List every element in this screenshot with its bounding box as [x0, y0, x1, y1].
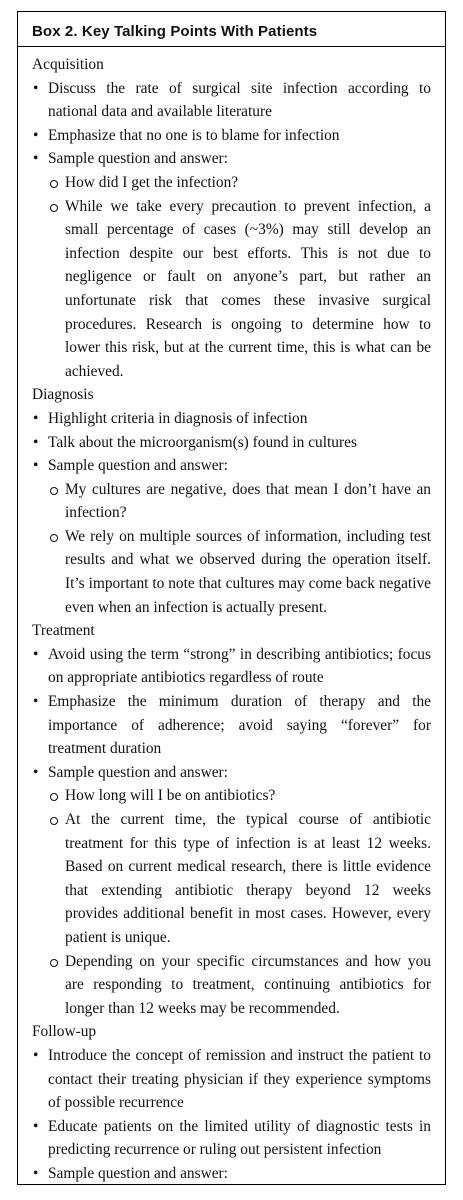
list-item-text: Sample question and answer: [48, 457, 228, 475]
list-item-text: Sample question and answer: [48, 763, 228, 781]
bullet-list [32, 643, 431, 1021]
list-item-text: Discuss the rate of surgical site infection according to national data and available literature [48, 79, 431, 121]
list-item [32, 690, 431, 761]
list-item [32, 124, 431, 148]
section-heading: Acquisition [32, 56, 104, 73]
list-item-text: Avoid using the term “strong” in describing antibiotics; focus on appropriate antibiotics regardless of route [48, 645, 431, 687]
sub-list-item: My cultures are negative, does that mean I don’t have an infection? [48, 478, 431, 525]
list-item-text: Emphasize that no one is to blame for infection [48, 126, 340, 144]
sub-list-item: How did I get the infection? [48, 171, 431, 195]
list-item-text: Highlight criteria in diagnosis of infection [48, 409, 308, 427]
section-heading: Diagnosis [32, 386, 94, 404]
box-content [18, 47, 445, 1185]
list-item [32, 77, 431, 124]
list-item-text: Introduce the concept of remission and instruct the patient to contact their treating physician if they experience symptoms of possible recurrence [48, 1046, 431, 1112]
bullet-list [32, 407, 431, 619]
list-item [32, 1162, 431, 1185]
sub-list-item: At the current time, the typical course of antibiotic treatment for this type of infection is at least 12 weeks. Based on current medical research, there is little evidence that extending antibiotic therapy beyond 12 weeks provides additional benefit in most cases. However, every patient is unique. [48, 808, 431, 950]
bullet-list [32, 1044, 431, 1185]
sub-list [48, 784, 431, 1020]
box-title: Box 2. Key Talking Points With Patients [18, 12, 445, 47]
list-item [32, 1115, 431, 1162]
sub-list-item: Depending on your specific circumstances and how you are responding to treatment, continuing antibiotics for longer than 12 weeks may be recommended. [48, 950, 431, 1021]
section-treatment [32, 619, 431, 1020]
list-item [32, 147, 431, 383]
sub-list [48, 171, 431, 383]
list-item [32, 431, 431, 455]
list-item-text: Talk about the microorganism(s) found in cultures [48, 433, 357, 451]
section-diagnosis [32, 383, 431, 619]
list-item-text: Educate patients on the limited utility of diagnostic tests in predicting recurrence or ruling out persistent infection [48, 1117, 431, 1159]
sub-list-item: We rely on multiple sources of information, including test results and what we observed during the operation itself. It’s important to note that cultures may come back negative even when an infection is actually present. [48, 525, 431, 619]
bullet-list [32, 77, 431, 384]
sub-list-item: While we take every precaution to prevent infection, a small percentage of cases (~3%) may still develop an infection despite our best efforts. This is not due to negligence or fault on anyone’s part, but rather an unfortunate risk that comes these invasive surgical procedures. Research is ongoing to determine how to lower this risk, but at the current time, this is what can be achieved. [48, 195, 431, 384]
list-item [32, 407, 431, 431]
list-item [32, 1044, 431, 1115]
talking-points-box [17, 11, 446, 1185]
list-item-text: Sample question and answer: [48, 1164, 228, 1182]
list-item-text: Emphasize the minimum duration of therapy and the importance of adherence; avoid saying “forever” for treatment duration [48, 693, 431, 758]
sub-list-item: How long will I be on antibiotics? [48, 784, 431, 808]
list-item [32, 761, 431, 1021]
list-item [32, 643, 431, 690]
list-item [32, 454, 431, 619]
list-item-text: Sample question and answer: [48, 150, 228, 168]
section-heading: Treatment [32, 622, 95, 640]
section-follow-up [32, 1020, 431, 1185]
sub-list [48, 478, 431, 620]
section-acquisition [32, 53, 431, 383]
section-heading: Follow-up [32, 1023, 97, 1041]
